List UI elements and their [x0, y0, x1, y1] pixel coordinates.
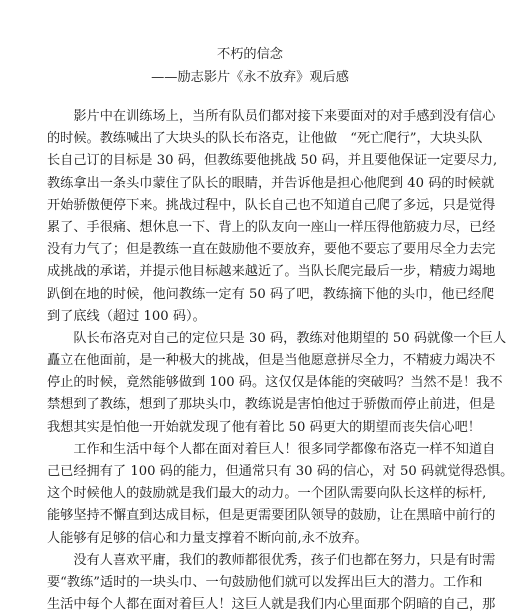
paragraph — [47, 106, 498, 328]
paragraph-line: 我想其实是怕他一开始就发现了他有着比 50 码更大的期望而丧失信心吧！ — [47, 419, 481, 435]
paragraph — [47, 439, 513, 550]
paragraph-line: 的时候。教练喊出了大块头的队长布洛克，让他做 “死亡爬行”，大块头队 — [47, 131, 483, 147]
paragraph-line: 开始骄傲便停下来。挑战过程中，队长自己也不知道自己爬了多远，只是觉得 — [47, 197, 496, 213]
paragraph-line: 能够坚持不懈直到达成目标，但是更需要团队领导的鼓励，让在黑暗中前行的 — [47, 508, 496, 524]
paragraph-line: 矗立在他面前，是一种极大的挑战，但是当他愿意拼尽全力，不精疲力竭决不 — [47, 353, 496, 369]
paragraph-line: 到了底线（超过 100 码）。 — [47, 308, 206, 324]
paragraph-line: 工作和生活中每个人都在面对着巨人！很多同学都像布洛克一样不知道自 — [47, 441, 496, 457]
document-subtitle: ——励志影片《永不放弃》观后感 — [151, 70, 349, 85]
paragraph-line: 影片中在训练场上，当所有队员们都对接下来要面对的对手感到没有信心 — [47, 109, 496, 124]
paragraph-line: 趴倒在地的时候，他问教练一定有 50 码了吧，教练摘下他的头巾，他已经爬 — [47, 286, 495, 302]
paragraph-line: 要“教练”适时的一块头巾、一句鼓励他们就可以发挥出巨大的潜力。工作和 — [47, 574, 483, 590]
paragraph-line: 停止的时候，竟然能够做到 100 码。这仅仅是体能的突破吗？当然不是！我不 — [47, 375, 503, 391]
paragraph-line: 累了、手很痛、想休息一下、背上的队友向一座山一样压得他筋疲力尽，已经 — [47, 219, 496, 235]
paragraph-line: 长自己订的目标是 30 码，但教练要他挑战 50 码，并且要他保证一定要尽力, — [47, 153, 498, 169]
paragraph-line: 这个时候他人的鼓励就是我们最大的动力。一个团队需要向队长这样的标杆, — [47, 486, 487, 502]
paragraph-line: 成挑战的承诺，并提示他目标越来越近了。当队长爬完最后一步，精疲力竭地 — [47, 264, 496, 280]
paragraph — [47, 328, 507, 439]
document-body — [47, 106, 513, 616]
paragraph-line: 没有人喜欢平庸，我们的教师都很优秀，孩子们也都在努力，只是有时需 — [47, 552, 496, 568]
paragraph — [47, 550, 496, 616]
paragraph-line: 禁想到了教练，想到了那块头巾，教练说是害怕他过于骄傲而停止前进，但是 — [47, 397, 496, 413]
paragraph-line: 教练拿出一条头巾蒙住了队长的眼睛，并告诉他是担心他爬到 40 码的时候就 — [47, 175, 495, 191]
paragraph-line: 没有力气了；但是教练一直在鼓励他不要放弃，要他不要忘了要用尽全力去完 — [47, 242, 496, 258]
paragraph-line: 生活中每个人都在面对着巨人！这巨人就是我们内心里面那个阴暗的自己，那 — [47, 597, 496, 613]
document-title: 不朽的信念 — [217, 47, 283, 62]
paragraph-line: 人能够有足够的信心和力量支撑着不断向前,永不放弃。 — [47, 530, 368, 546]
paragraph-line: 队长布洛克对自己的定位只是 30 码，教练对他期望的 50 码就像一个巨人 — [47, 330, 507, 346]
paragraph-line: 己已经拥有了 100 码的能力，但通常只有 30 码的信心，对 50 码就觉得恐惧。 — [47, 464, 513, 479]
